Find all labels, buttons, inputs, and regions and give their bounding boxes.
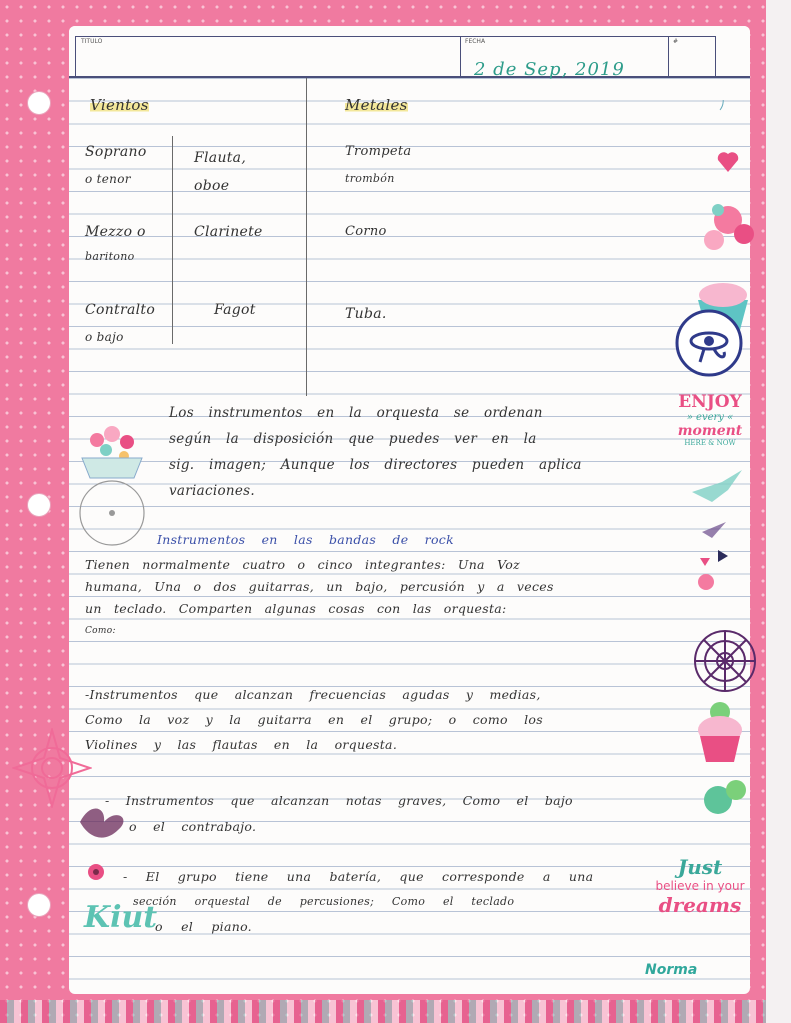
titulo-label: TITULO — [81, 38, 103, 45]
enjoy-text: ENJOY — [678, 392, 742, 412]
binder-hole — [27, 493, 51, 517]
mandala-flower-icon — [12, 728, 92, 808]
succulent-icon — [696, 770, 756, 830]
section-subtitle: Instrumentos en las bandas de rock — [157, 532, 454, 547]
voice-cell: Mezzo o — [85, 224, 146, 240]
enjoy-sticker — [675, 392, 745, 447]
text-line: o el piano. — [155, 919, 252, 934]
col-header-metales: Metales — [345, 96, 408, 114]
decorative-band — [0, 1000, 766, 1023]
text-line: Como la voz y la guitarra en el grupo; o como los — [85, 712, 543, 727]
table-divider — [306, 78, 307, 396]
col-header-vientos: Vientos — [90, 96, 149, 114]
text-line: o el contrabajo. — [129, 819, 257, 834]
bullet-low-notes — [105, 788, 695, 840]
small-flower-icon — [86, 862, 106, 882]
binder-hole — [27, 893, 51, 917]
woodwind-cell: Clarinete — [194, 224, 263, 240]
believe-text: believe in your — [655, 879, 745, 893]
text-line: Violines y las flautas en la orquesta. — [85, 737, 398, 752]
text-line: según la disposición que puedes ver en la — [169, 431, 537, 447]
text-line: - El grupo tiene una batería, que corresponde a una — [123, 869, 594, 884]
bullet-high-frequencies — [85, 682, 685, 757]
title-field — [75, 36, 461, 77]
text-line: un teclado. Comparten algunas cosas con las orquesta: — [85, 601, 507, 616]
moment-text: moment — [677, 423, 743, 439]
fecha-label: FECHA — [465, 38, 486, 45]
binder-hole — [27, 91, 51, 115]
text-line: sección orquestal de percusiones; Como el teclado — [133, 895, 515, 908]
bicycle-flowers-icon — [72, 418, 162, 548]
here-now-text: HERE & NOW — [684, 439, 736, 447]
lace-flower-icon — [76, 800, 132, 844]
voice-cell: o tenor — [85, 172, 131, 186]
text-line: humana, Una o dos guitarras, un bajo, percusión y a veces — [85, 579, 554, 594]
kiut-logo: Kiut — [84, 900, 158, 935]
page-header — [69, 26, 750, 78]
brass-cell: Trompeta — [345, 144, 412, 159]
cupcake-icon — [690, 700, 750, 766]
text-line: sig. imagen; Aunque los directores pueden aplica — [169, 457, 582, 473]
dreams-text: dreams — [658, 893, 742, 917]
bullet-drums — [123, 864, 713, 939]
brass-cell: Corno — [345, 224, 387, 239]
text-line: Tienen normalmente cuatro o cinco integrantes: Una Voz — [85, 557, 520, 572]
text-line: Como: — [85, 626, 116, 636]
just-text: Just — [677, 855, 723, 879]
woodwind-cell: Flauta, oboe — [194, 150, 247, 194]
woodwind-cell: Fagot — [214, 302, 256, 318]
text-line: -Instrumentos que alcanzan frecuencias agudas y medias, — [85, 687, 541, 702]
brass-cell: Tuba. — [345, 306, 387, 322]
text-line: - Instrumentos que alcanzan notas graves, Como el bajo — [105, 793, 573, 808]
brass-cell: trombón — [345, 172, 395, 185]
every-text: » every « — [686, 412, 734, 423]
paragraph-rock-bands — [85, 554, 685, 642]
dream-sticker — [650, 855, 750, 917]
num-label: # — [673, 38, 679, 45]
voice-cell: o bajo — [85, 330, 124, 344]
paragraph-orchestra — [169, 400, 749, 504]
mandala-icon — [692, 628, 758, 694]
voice-cell: Soprano — [85, 144, 147, 160]
notebook-page — [69, 26, 750, 994]
hummingbird-icon — [682, 462, 752, 612]
voice-cell: baritono — [85, 250, 135, 263]
table-divider — [172, 136, 173, 344]
voice-cell: Contralto — [85, 302, 156, 318]
text-line: Los instrumentos en la orquesta se ordenan — [169, 405, 543, 421]
norma-logo: Norma — [645, 962, 698, 978]
date-value: 2 de Sep, 2019 — [474, 59, 625, 80]
text-line: variaciones. — [169, 483, 256, 499]
eye-of-horus-icon — [674, 308, 744, 378]
